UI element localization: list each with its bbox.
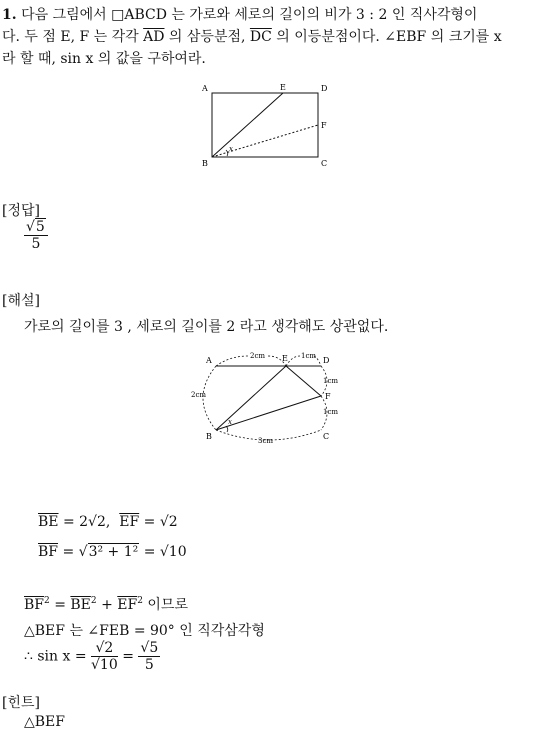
brace-ed-left	[286, 356, 300, 366]
problem-line-2: 다. 두 점 E, F 는 각각 $\overline{AD}$ 의 삼등분점, $\overline{DC}$ 의 이등분점이다. ∠EBF 의 크기를 x	[2, 29, 502, 45]
label-c: C	[323, 432, 330, 441]
brace-ae-left	[216, 356, 248, 366]
work-right-triangle: △BEF 는 ∠FEB = 90° 인 직각삼각형	[24, 623, 265, 639]
label-e: E	[280, 83, 286, 92]
length-fc: 1cm	[323, 408, 339, 416]
label-x: x	[229, 145, 233, 153]
rectangle-figure	[200, 80, 335, 170]
hint-header: [힌트]	[2, 695, 40, 711]
label-c: C	[321, 159, 328, 168]
length-ab: 2cm	[191, 391, 207, 399]
segment-be	[216, 366, 286, 430]
length-bc: 3cm	[258, 437, 274, 445]
hint-text: △BEF	[24, 714, 65, 730]
problem-number: 1.	[2, 7, 17, 23]
segment-ad: $\overline{AD}$	[143, 29, 165, 45]
solution-text: 가로의 길이를 3 , 세로의 길이를 2 라고 생각해도 상관없다.	[24, 319, 389, 335]
segment-be	[212, 93, 283, 157]
work-pythagoras: $\overline{BF}^2 = \overline{BE}^2 + \overline{EF}^2$ 이므로	[24, 596, 188, 613]
label-b: B	[202, 159, 208, 168]
angle-arc	[226, 150, 228, 156]
fraction-2: $\frac{√5}{5}$	[140, 640, 159, 673]
work-sin-x: ∴ sin x = $\frac{√2}{√10}$ = $\frac{√5}{5}$	[24, 640, 159, 673]
answer-fraction: $\frac{√5}{5}$	[24, 219, 48, 252]
answer-header: [정답]	[2, 203, 40, 219]
label-a: A	[202, 84, 208, 93]
label-e: E	[282, 354, 288, 363]
answer-value	[24, 219, 48, 252]
label-x: x	[228, 418, 232, 426]
solution-figure	[188, 346, 348, 446]
problem-line-1: 1. 다음 그림에서 □ABCD 는 가로와 세로의 길이의 비가 3 : 2 인 직사각형이	[2, 7, 478, 23]
work-bf: $\overline{BF} = √3^2 + 1^2 = √10$	[38, 544, 187, 560]
label-d: D	[321, 84, 328, 93]
rectangle-abcd	[212, 93, 318, 157]
fraction-1: $\frac{√2}{√10}$	[91, 640, 118, 673]
label-b: B	[206, 432, 212, 441]
problem-line-3: 라 할 때, sin x 의 값을 구하여라.	[2, 51, 206, 67]
label-f: F	[321, 121, 327, 130]
label-a: A	[206, 356, 212, 365]
length-df: 1cm	[323, 377, 339, 385]
segment-ef	[286, 366, 321, 396]
length-ed: 1cm	[301, 352, 317, 360]
label-f: F	[325, 392, 331, 401]
solution-header: [해설]	[2, 293, 40, 309]
label-d: D	[323, 356, 330, 365]
segment-dc: $\overline{DC}$	[249, 29, 272, 45]
work-be-ef: $\overline{BE} = 2√2$, $\overline{EF} = √2$	[38, 514, 178, 530]
length-ae: 2cm	[250, 352, 266, 360]
